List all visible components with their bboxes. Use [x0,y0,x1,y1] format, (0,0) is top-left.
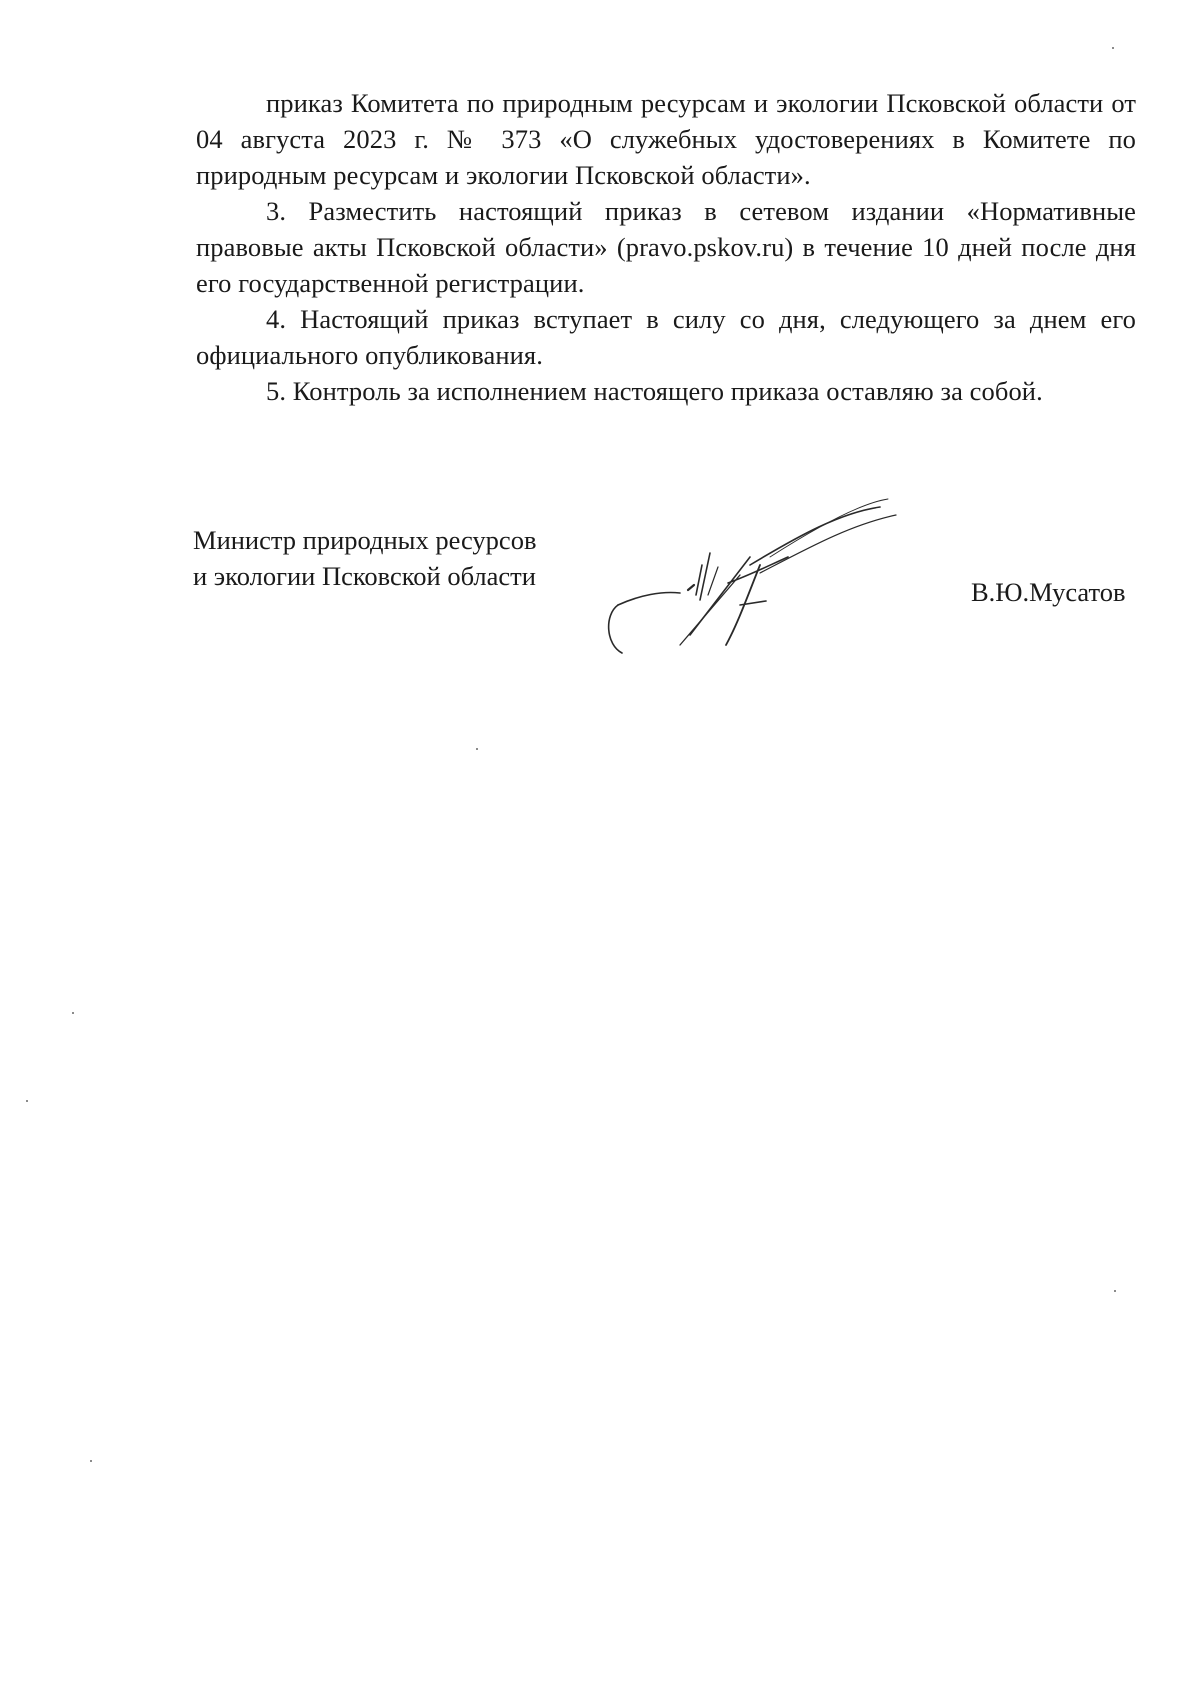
paragraph-item-4: 4. Настоящий приказ вступает в силу со дня, следующего за днем его официального опубликования. [196,304,1136,370]
signature-block [0,0,1200,700]
handwritten-signature [600,495,930,665]
signatory-position-line-2: и экологии Псковской области [193,561,536,591]
paragraph-item-3: 3. Разместить настоящий приказ в сетевом издании «Нормативные правовые акты Псковской области» (pravo.pskov.ru) в течение 10 дней после дня его государственной регистрации. [196,196,1136,298]
paragraph-order-reference: приказ Комитета по природным ресурсам и экологии Псковской области от 04 августа 2023 г. № 373 «О служебных удостоверениях в Комитете по природным ресурсам и экологии Псковской области». [196,88,1136,190]
scan-speck [1114,1290,1116,1292]
scan-speck [26,1100,28,1102]
signatory-position-line-1: Министр природных ресурсов [193,525,537,555]
paragraph-item-5: 5. Контроль за исполнением настоящего приказа оставляю за собой. [266,376,1043,406]
scan-speck [476,748,478,750]
scan-speck [1112,47,1114,49]
signatory-name: В.Ю.Мусатов [971,577,1126,607]
scan-speck [90,1460,92,1462]
scan-speck [72,1012,74,1014]
signatory-position [193,522,536,594]
